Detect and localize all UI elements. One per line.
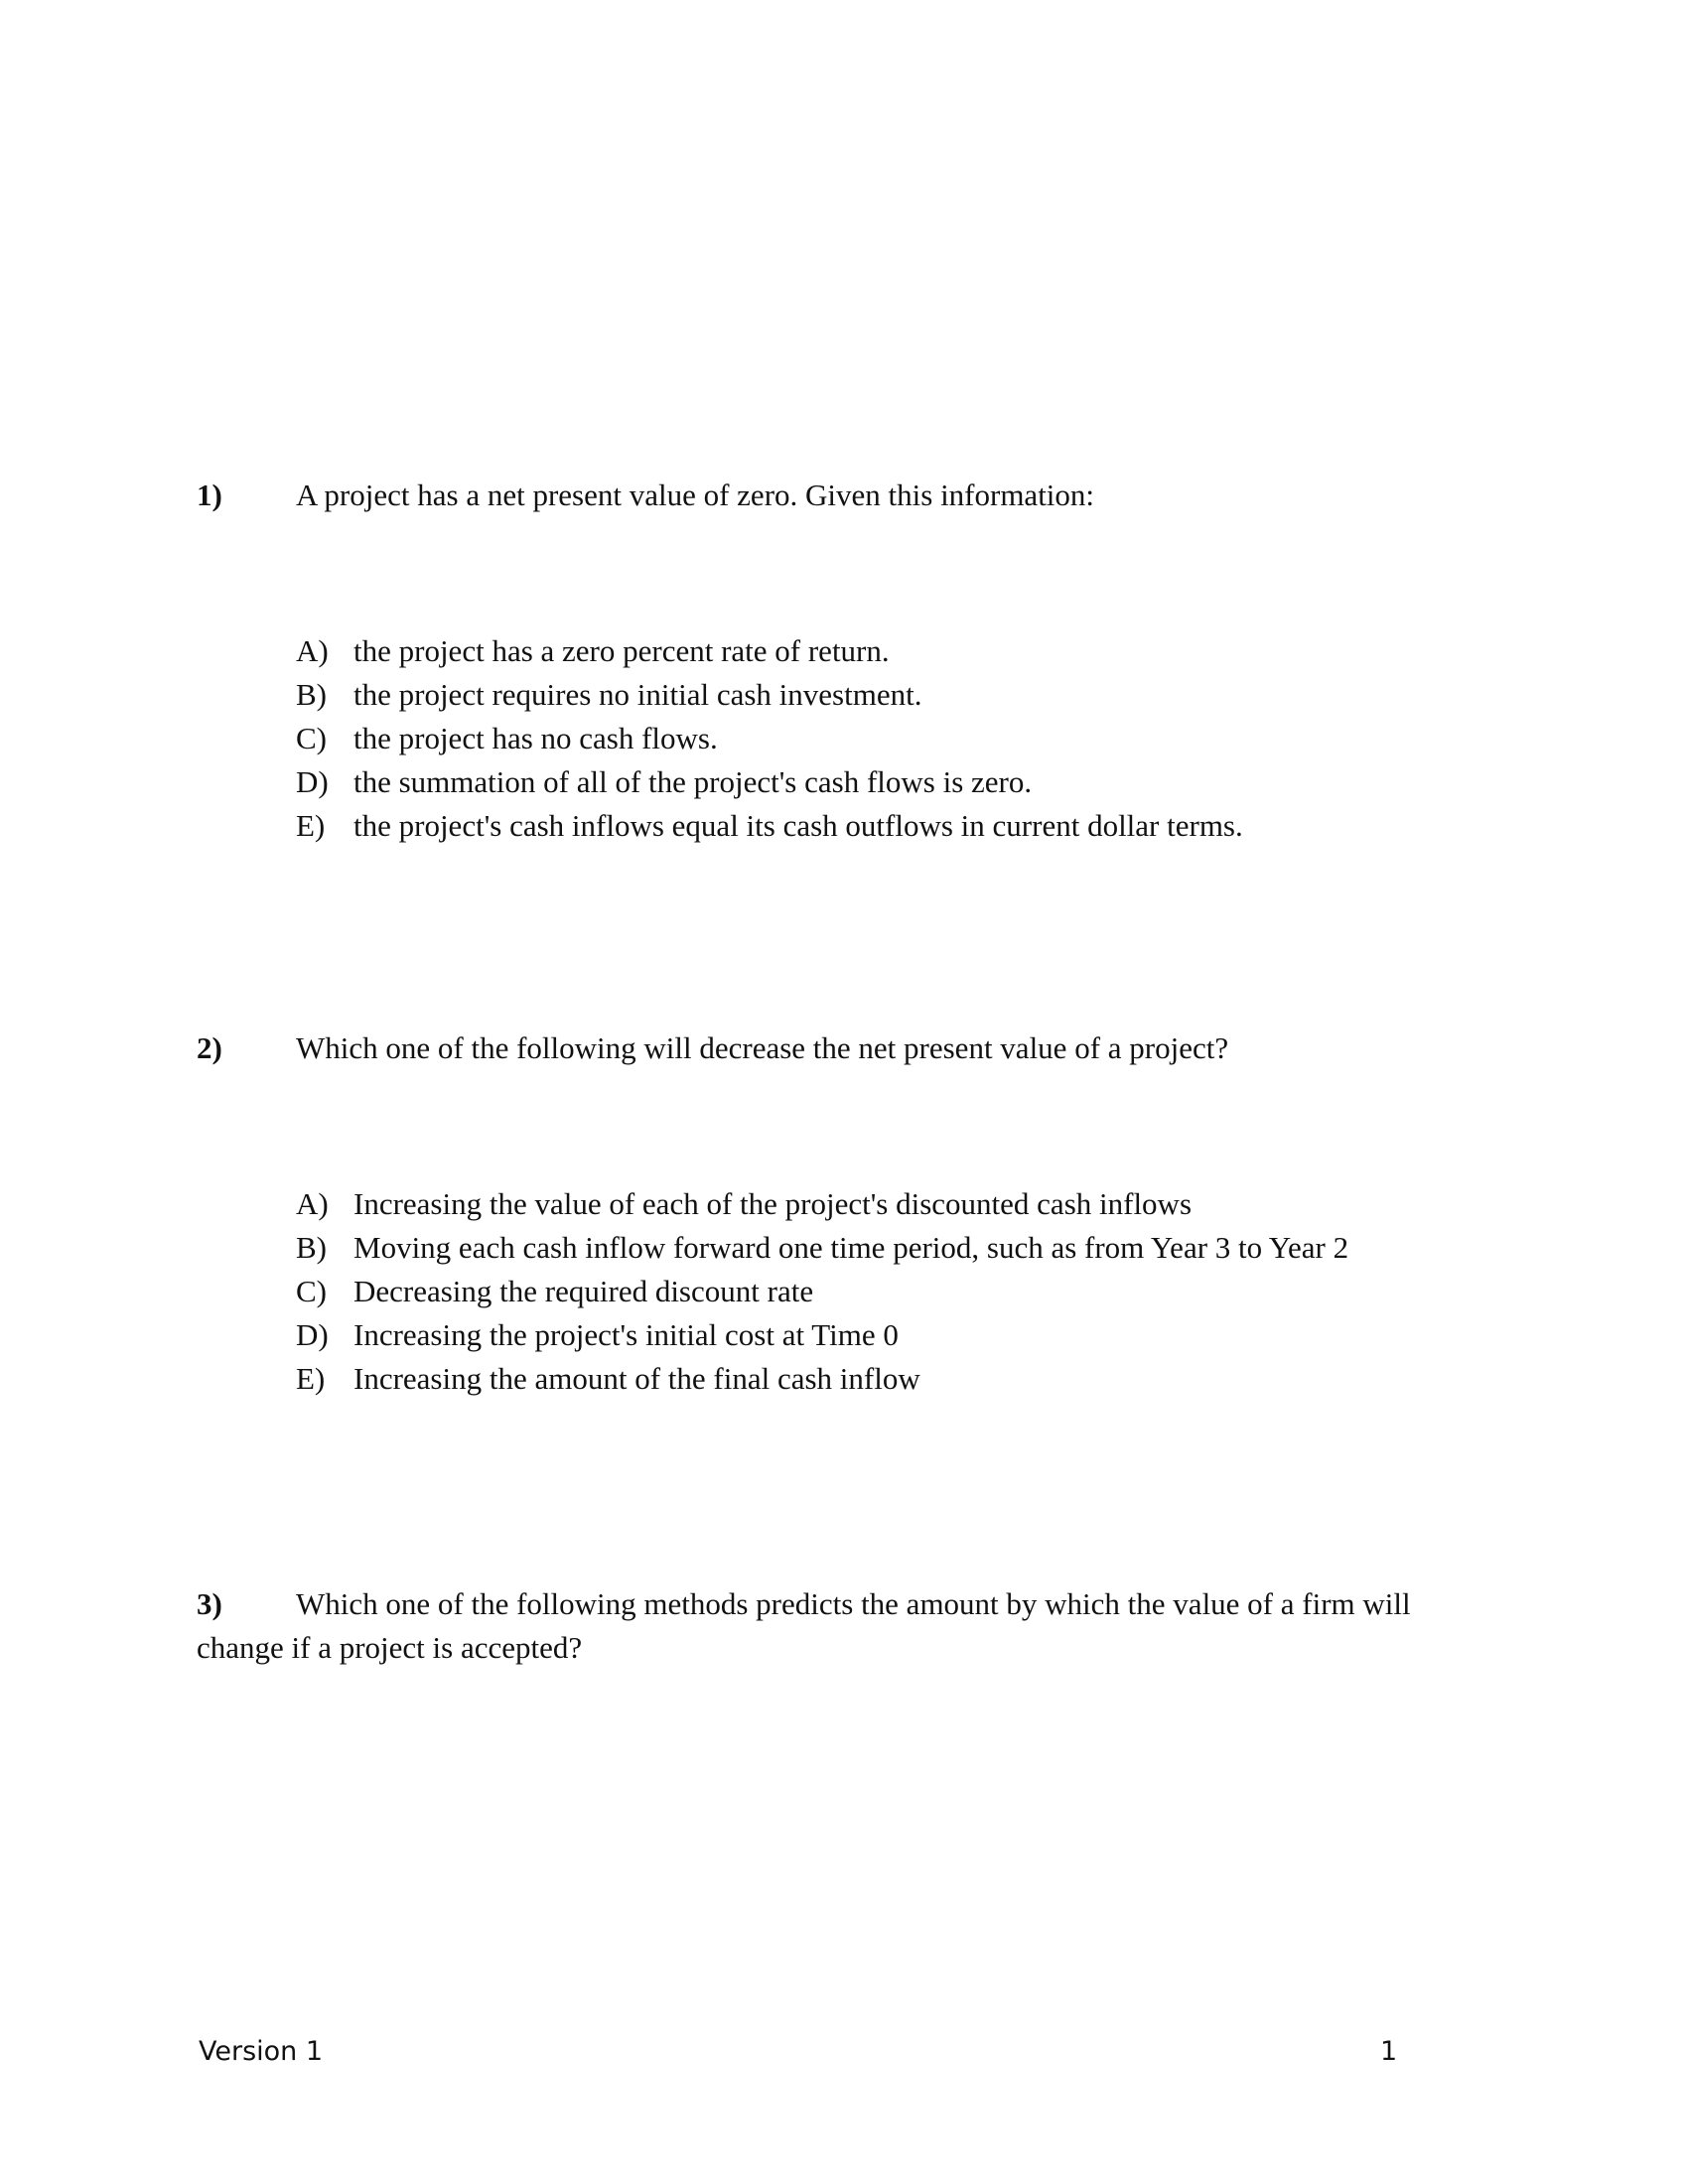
question-1-choice-b: [296, 673, 1243, 717]
choice-text: Moving each cash inflow forward one time period, such as from Year 3 to Year 2: [353, 1230, 1349, 1265]
choice-letter: B): [296, 677, 327, 712]
question-1-choices: [296, 629, 1243, 848]
question-2-choice-b: [296, 1226, 1348, 1270]
choice-letter: A): [296, 633, 329, 668]
choice-letter: E): [296, 808, 326, 843]
choice-letter: D): [296, 1317, 329, 1352]
footer-page-number: 1: [1380, 2036, 1398, 2067]
footer-version: Version 1: [199, 2036, 324, 2067]
choice-letter: C): [296, 1274, 327, 1308]
question-2-text: Which one of the following will decrease the net present value of a project?: [296, 1030, 1229, 1065]
question-1-number: 1): [197, 478, 222, 512]
choice-text: the project requires no initial cash investment.: [353, 677, 922, 712]
choice-letter: B): [296, 1230, 327, 1265]
question-2-choices: [296, 1182, 1348, 1401]
choice-letter: C): [296, 721, 327, 755]
choice-text: the project has a zero percent rate of return.: [353, 633, 890, 668]
choice-text: Decreasing the required discount rate: [353, 1274, 814, 1308]
question-2-choice-c: [296, 1270, 1348, 1313]
question-3-text: Which one of the following methods predicts the amount by which the value of a firm will change if a project is accepted?: [197, 1586, 1411, 1665]
question-2-number: 2): [197, 1030, 222, 1065]
choice-letter: A): [296, 1186, 329, 1221]
question-1-choice-e: [296, 804, 1243, 848]
question-1-text: A project has a net present value of zero. Given this information:: [296, 478, 1095, 512]
question-2-choice-a: [296, 1182, 1348, 1226]
question-3: [197, 1582, 1448, 1670]
question-1-choice-a: [296, 629, 1243, 673]
choice-text: the project has no cash flows.: [353, 721, 718, 755]
question-3-number: 3): [197, 1586, 222, 1621]
choice-letter: E): [296, 1361, 326, 1396]
choice-text: Increasing the project's initial cost at Time 0: [353, 1317, 899, 1352]
choice-text: Increasing the amount of the final cash inflow: [353, 1361, 920, 1396]
choice-text: the project's cash inflows equal its cash outflows in current dollar terms.: [353, 808, 1243, 843]
choice-text: the summation of all of the project's cash flows is zero.: [353, 764, 1033, 799]
question-2-choice-d: [296, 1313, 1348, 1357]
choice-letter: D): [296, 764, 329, 799]
question-1-choice-c: [296, 717, 1243, 760]
question-2-choice-e: [296, 1357, 1348, 1401]
choice-text: Increasing the value of each of the project's discounted cash inflows: [353, 1186, 1193, 1221]
question-1-choice-d: [296, 760, 1243, 804]
